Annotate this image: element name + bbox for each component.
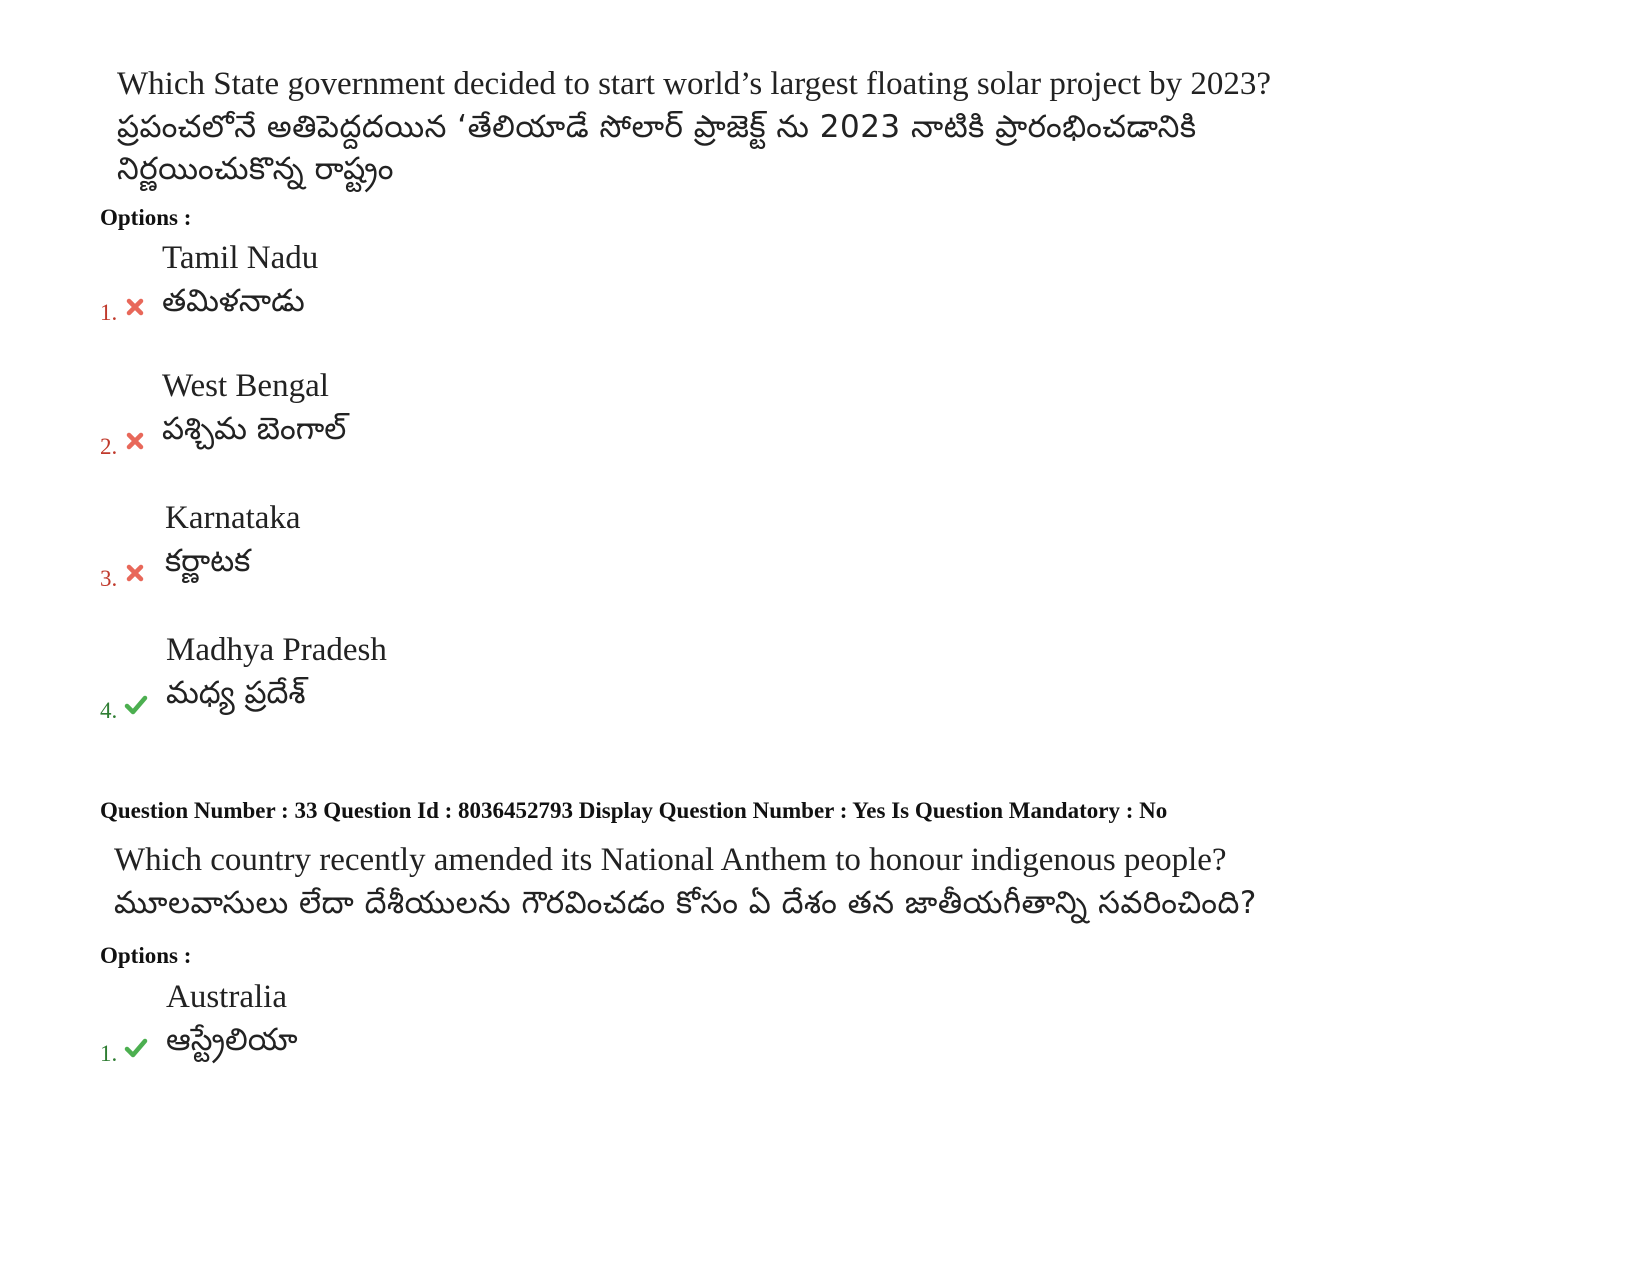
question-32-text-te-line1: ప్రపంచలోనే అతిపెద్దదయిన ‘తేలియాడే సోలార్ ప్రాజెక్ట్ ను 2023 నాటికి ప్రారంభించడానికి	[117, 109, 1197, 145]
question-33-text-te: మూలవాసులు లేదా దేశీయులను గౌరవించడం కోసం ఏ దేశం తన జాతీయగీతాన్ని సవరించింది?	[114, 885, 1257, 921]
option-4-text-en: Madhya Pradesh	[166, 632, 387, 668]
q33-option-1-text-en: Australia	[166, 979, 287, 1015]
q33-option-1-text-te: ఆస్ట్రేలియా	[166, 1022, 298, 1058]
option-2-text-te: పశ్చిమ బెంగాల్	[162, 411, 347, 447]
option-3-text-en: Karnataka	[165, 500, 301, 536]
options-label: Options :	[100, 205, 192, 230]
question-32-text-te-line2: నిర్ణయించుకొన్న రాష్ట్రం	[117, 151, 394, 187]
q33-option-1-number: 1.	[100, 1041, 118, 1066]
option-1-text-te: తమిళనాడు	[162, 283, 305, 319]
option-2-number: 2.	[100, 434, 118, 459]
question-33-text-en: Which country recently amended its National Anthem to honour indigenous people?	[114, 842, 1227, 878]
question-33-meta: Question Number : 33 Question Id : 8036452793 Display Question Number : Yes Is Question Mandatory : No	[100, 798, 1168, 823]
check-icon	[124, 1037, 150, 1063]
question-32-text-en: Which State government decided to start world’s largest floating solar project by 2023?	[117, 66, 1272, 102]
cross-icon	[125, 431, 151, 457]
options-label: Options :	[100, 943, 192, 968]
option-4-text-te: మధ్య ప్రదేశ్	[166, 675, 306, 711]
option-3-number: 3.	[100, 566, 118, 591]
cross-icon	[125, 297, 151, 323]
option-1-text-en: Tamil Nadu	[162, 240, 319, 276]
option-3-text-te: కర్ణాటక	[165, 543, 251, 579]
option-4-number: 4.	[100, 698, 118, 723]
option-2-text-en: West Bengal	[162, 368, 329, 404]
check-icon	[124, 694, 150, 720]
option-1-number: 1.	[100, 300, 118, 325]
cross-icon	[125, 563, 151, 589]
